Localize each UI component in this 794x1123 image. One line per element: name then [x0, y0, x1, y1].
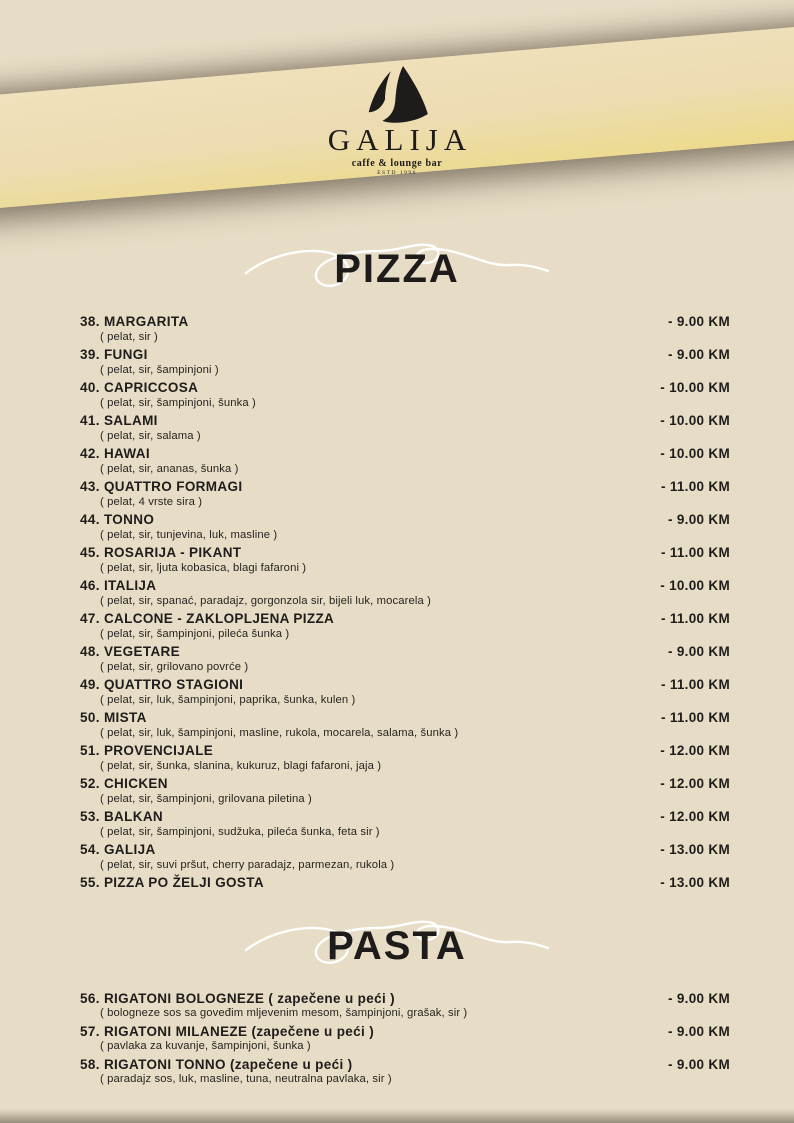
menu-item	[80, 380, 730, 409]
menu-item	[80, 743, 730, 772]
item-name: CALCONE - ZAKLOPLJENA PIZZA	[103, 611, 335, 626]
menu-section	[0, 913, 794, 1086]
item-number: 53.	[80, 809, 100, 824]
item-desc: ( pelat, sir, spanać, paradajz, gorgonzola sir, bijeli luk, mocarela )	[100, 594, 432, 607]
item-row	[80, 446, 730, 462]
item-number: 41.	[80, 413, 100, 428]
item-row	[80, 413, 730, 429]
item-price: - 12.00 KM	[660, 809, 730, 824]
item-title	[80, 776, 660, 792]
item-name: PIZZA PO ŽELJI GOSTA	[103, 875, 264, 890]
item-desc: ( pelat, 4 vrste sira )	[100, 495, 203, 508]
item-number: 43.	[80, 479, 100, 494]
item-desc: ( pelat, sir, šampinjoni, grilovana piletina )	[100, 792, 312, 805]
item-number: 44.	[80, 512, 100, 527]
menu-item	[80, 1057, 730, 1086]
item-title	[80, 413, 660, 429]
item-row	[80, 1024, 730, 1040]
item-title	[80, 842, 660, 858]
item-row	[80, 314, 730, 330]
menu-item	[80, 545, 730, 574]
item-price: - 9.00 KM	[668, 644, 730, 659]
item-name: RIGATONI TONNO (zapečene u peći )	[103, 1056, 353, 1072]
item-row	[80, 611, 730, 627]
menu-item	[80, 446, 730, 475]
item-price: - 11.00 KM	[660, 479, 730, 494]
item-desc: ( pelat, sir, ljuta kobasica, blagi fafaroni )	[100, 561, 307, 574]
item-row	[80, 776, 730, 792]
section-header	[0, 913, 794, 979]
item-name: SALAMI	[103, 413, 158, 428]
item-price: - 13.00 KM	[660, 842, 730, 857]
item-row	[80, 710, 730, 726]
item-title	[80, 578, 660, 594]
item-name: QUATTRO FORMAGI	[103, 479, 243, 494]
item-number: 51.	[80, 743, 100, 758]
item-title	[80, 710, 661, 726]
item-name: HAWAI	[103, 446, 150, 461]
item-title	[80, 677, 661, 693]
item-price: - 12.00 KM	[660, 776, 730, 791]
item-title	[80, 1057, 668, 1073]
item-title	[80, 314, 668, 330]
item-name: ITALIJA	[103, 578, 157, 593]
menu-item	[80, 776, 730, 805]
item-row	[80, 809, 730, 825]
item-price: - 10.00 KM	[660, 380, 730, 395]
item-desc: ( pelat, sir, luk, šampinjoni, paprika, šunka, kulen )	[100, 693, 356, 706]
menu-item	[80, 809, 730, 838]
item-name: CAPRICCOSA	[103, 380, 199, 395]
section-title: PIZZA	[334, 247, 460, 291]
item-name: FUNGI	[103, 347, 148, 362]
item-number: 45.	[80, 545, 100, 560]
item-row	[80, 347, 730, 363]
item-number: 48.	[80, 644, 100, 659]
item-desc: ( pelat, sir, ananas, šunka )	[100, 462, 239, 475]
item-price: - 9.00 KM	[668, 314, 730, 329]
item-name: PROVENCIJALE	[103, 743, 214, 758]
menu-item	[80, 644, 730, 673]
item-number: 42.	[80, 446, 100, 461]
item-row	[80, 644, 730, 660]
item-price: - 10.00 KM	[660, 413, 730, 428]
item-list	[0, 979, 794, 1086]
item-name: RIGATONI MILANEZE (zapečene u peći )	[103, 1023, 375, 1039]
item-desc: ( pelat, sir )	[100, 330, 158, 343]
item-row	[80, 677, 730, 693]
menu-item	[80, 314, 730, 343]
item-name: QUATTRO STAGIONI	[103, 677, 244, 692]
item-number: 57.	[80, 1023, 100, 1039]
menu-item	[80, 1024, 730, 1053]
item-price: - 9.00 KM	[668, 990, 730, 1006]
item-name: ROSARIJA - PIKANT	[103, 545, 242, 560]
item-price: - 9.00 KM	[668, 1056, 730, 1072]
item-number: 50.	[80, 710, 100, 725]
item-name: MARGARITA	[103, 314, 189, 329]
item-number: 46.	[80, 578, 100, 593]
item-number: 38.	[80, 314, 100, 329]
item-desc: ( pelat, sir, suvi pršut, cherry paradajz, parmezan, rukola )	[100, 858, 395, 871]
section-title: PASTA	[327, 923, 467, 968]
item-row	[80, 578, 730, 594]
item-number: 58.	[80, 1056, 100, 1072]
item-price: - 11.00 KM	[660, 545, 730, 560]
item-title	[80, 1024, 668, 1040]
item-desc: ( pelat, sir, šunka, slanina, kukuruz, blagi fafaroni, jaja )	[100, 759, 382, 772]
item-title	[80, 380, 660, 396]
item-title	[80, 991, 668, 1007]
brand-established: ESTD 1996	[377, 170, 417, 176]
item-title	[80, 611, 661, 627]
item-price: - 9.00 KM	[668, 347, 730, 362]
menu-item	[80, 875, 730, 891]
item-name: CHICKEN	[103, 776, 168, 791]
item-number: 54.	[80, 842, 100, 857]
menu-item	[80, 512, 730, 541]
item-row	[80, 743, 730, 759]
item-number: 39.	[80, 347, 100, 362]
item-name: RIGATONI BOLOGNEZE ( zapečene u peći )	[103, 990, 396, 1006]
item-price: - 11.00 KM	[660, 611, 730, 626]
item-name: TONNO	[103, 512, 155, 527]
item-title	[80, 644, 668, 660]
item-number: 49.	[80, 677, 100, 692]
menu-section	[0, 236, 794, 891]
item-row	[80, 991, 730, 1007]
menu-item	[80, 677, 730, 706]
menu-item	[80, 578, 730, 607]
item-desc: ( pelat, sir, luk, šampinjoni, masline, rukola, mocarela, salama, šunka )	[100, 726, 459, 739]
item-row	[80, 479, 730, 495]
menu-item	[80, 479, 730, 508]
item-desc: ( pelat, sir, šampinjoni, šunka )	[100, 396, 256, 409]
item-row	[80, 875, 730, 891]
item-name: MISTA	[103, 710, 147, 725]
item-title	[80, 875, 660, 891]
item-desc: ( pelat, sir, grilovano povrće )	[100, 660, 249, 673]
item-name: BALKAN	[103, 809, 164, 824]
item-price: - 11.00 KM	[660, 677, 730, 692]
item-name: VEGETARE	[103, 644, 180, 659]
item-number: 40.	[80, 380, 100, 395]
section-header	[0, 236, 794, 302]
item-title	[80, 809, 660, 825]
item-number: 52.	[80, 776, 100, 791]
item-desc: ( pelat, sir, šampinjoni, sudžuka, pileća šunka, feta sir )	[100, 825, 380, 838]
item-list	[0, 302, 794, 891]
item-row	[80, 380, 730, 396]
item-row	[80, 842, 730, 858]
item-desc: ( paradajz sos, luk, masline, tuna, neutralna pavlaka, sir )	[100, 1073, 392, 1085]
menu-item	[80, 842, 730, 871]
item-desc: ( pelat, sir, šampinjoni, pileća šunka )	[100, 627, 290, 640]
item-price: - 10.00 KM	[660, 578, 730, 593]
item-price: - 9.00 KM	[668, 512, 730, 527]
item-title	[80, 479, 661, 495]
item-number: 47.	[80, 611, 100, 626]
item-price: - 9.00 KM	[668, 1023, 730, 1039]
menu-item	[80, 347, 730, 376]
item-title	[80, 512, 668, 528]
menu-item	[80, 611, 730, 640]
item-desc: ( pelat, sir, salama )	[100, 429, 201, 442]
item-title	[80, 545, 661, 561]
item-number: 56.	[80, 990, 100, 1006]
item-title	[80, 743, 660, 759]
item-price: - 11.00 KM	[660, 710, 730, 725]
item-price: - 12.00 KM	[660, 743, 730, 758]
item-row	[80, 1057, 730, 1073]
menu-item	[80, 991, 730, 1020]
menu-item	[80, 710, 730, 739]
item-name: GALIJA	[103, 842, 156, 857]
brand-tagline: caffe & lounge bar	[351, 158, 443, 169]
item-desc: ( pavlaka za kuvanje, šampinjoni, šunka )	[100, 1040, 311, 1052]
item-desc: ( bologneze sos sa goveđim mljevenim mesom, šampinjoni, grašak, sir )	[100, 1007, 468, 1019]
item-desc: ( pelat, sir, tunjevina, luk, masline )	[100, 528, 278, 541]
item-title	[80, 347, 668, 363]
item-price: - 10.00 KM	[660, 446, 730, 461]
item-number: 55.	[80, 875, 100, 890]
item-row	[80, 512, 730, 528]
item-price: - 13.00 KM	[660, 875, 730, 890]
item-title	[80, 446, 660, 462]
brand-name: GALIJA	[327, 122, 473, 157]
menu-item	[80, 413, 730, 442]
item-row	[80, 545, 730, 561]
item-desc: ( pelat, sir, šampinjoni )	[100, 363, 219, 376]
